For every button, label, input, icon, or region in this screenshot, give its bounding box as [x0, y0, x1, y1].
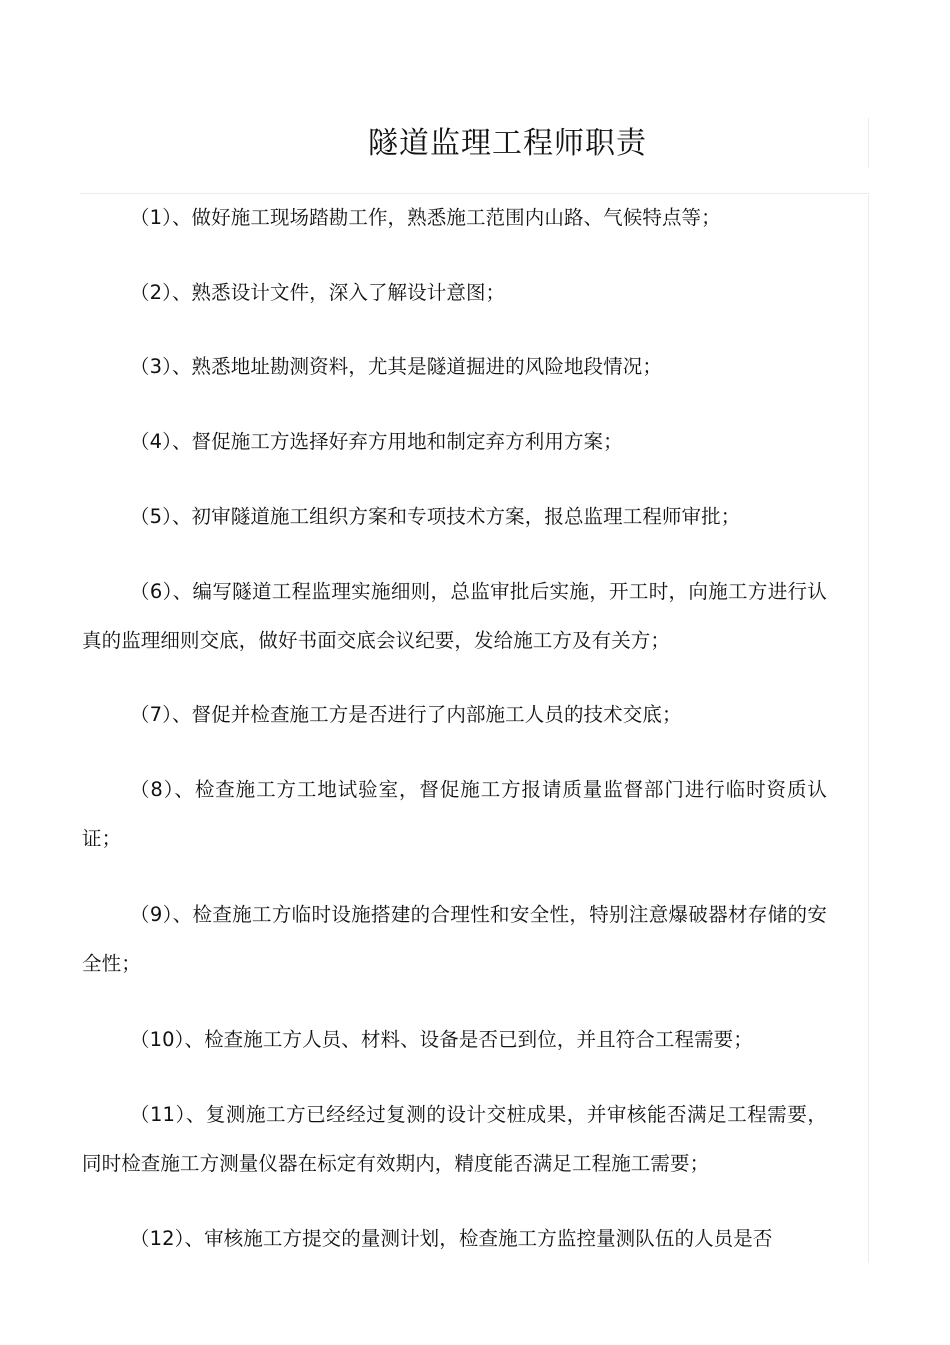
- duty-item-2: （2）、熟悉设计文件，深入了解设计意图；: [130, 281, 506, 304]
- duty-item-9: （9）、检查施工方临时设施搭建的合理性和安全性，特别注意爆破器材存储的安全性；: [82, 903, 827, 975]
- duty-item-6: （6）、编写隧道工程监理实施细则，总监审批后实施，开工时，向施工方进行认真的监理细则交底，做好书面交底会议纪要，发给施工方及有关方；: [82, 580, 827, 652]
- duty-item-12: （12）、审核施工方提交的量测计划，检查施工方监控量测队伍的人员是否: [130, 1227, 773, 1250]
- duty-item-11: （11）、复测施工方已经经过复测的设计交桩成果，并审核能否满足工程需要，同时检查施工方测量仪器在标定有效期内，精度能否满足工程施工需要；: [82, 1103, 827, 1175]
- duty-item-10: （10）、检查施工方人员、材料、设备是否已到位，并且符合工程需要；: [130, 1028, 753, 1051]
- header-divider-vertical: [868, 118, 869, 168]
- page-edge-line: [868, 195, 869, 1263]
- duty-item-7: （7）、督促并检查施工方是否进行了内部施工人员的技术交底；: [130, 703, 682, 726]
- duty-item-1: （1）、做好施工现场踏勘工作，熟悉施工范围内山路、气候特点等；: [130, 206, 721, 229]
- duty-item-5: （5）、初审隧道施工组织方案和专项技术方案，报总监理工程师审批；: [130, 505, 741, 528]
- page-title: 隧道监理工程师职责: [368, 126, 647, 161]
- duty-item-8: （8）、检查施工方工地试验室，督促施工方报请质量监督部门进行临时资质认证；: [82, 778, 827, 850]
- duty-item-3: （3）、熟悉地址勘测资料，尤其是隧道掘进的风险地段情况；: [130, 355, 662, 378]
- duty-item-4: （4）、督促施工方选择好弃方用地和制定弃方利用方案；: [130, 430, 623, 453]
